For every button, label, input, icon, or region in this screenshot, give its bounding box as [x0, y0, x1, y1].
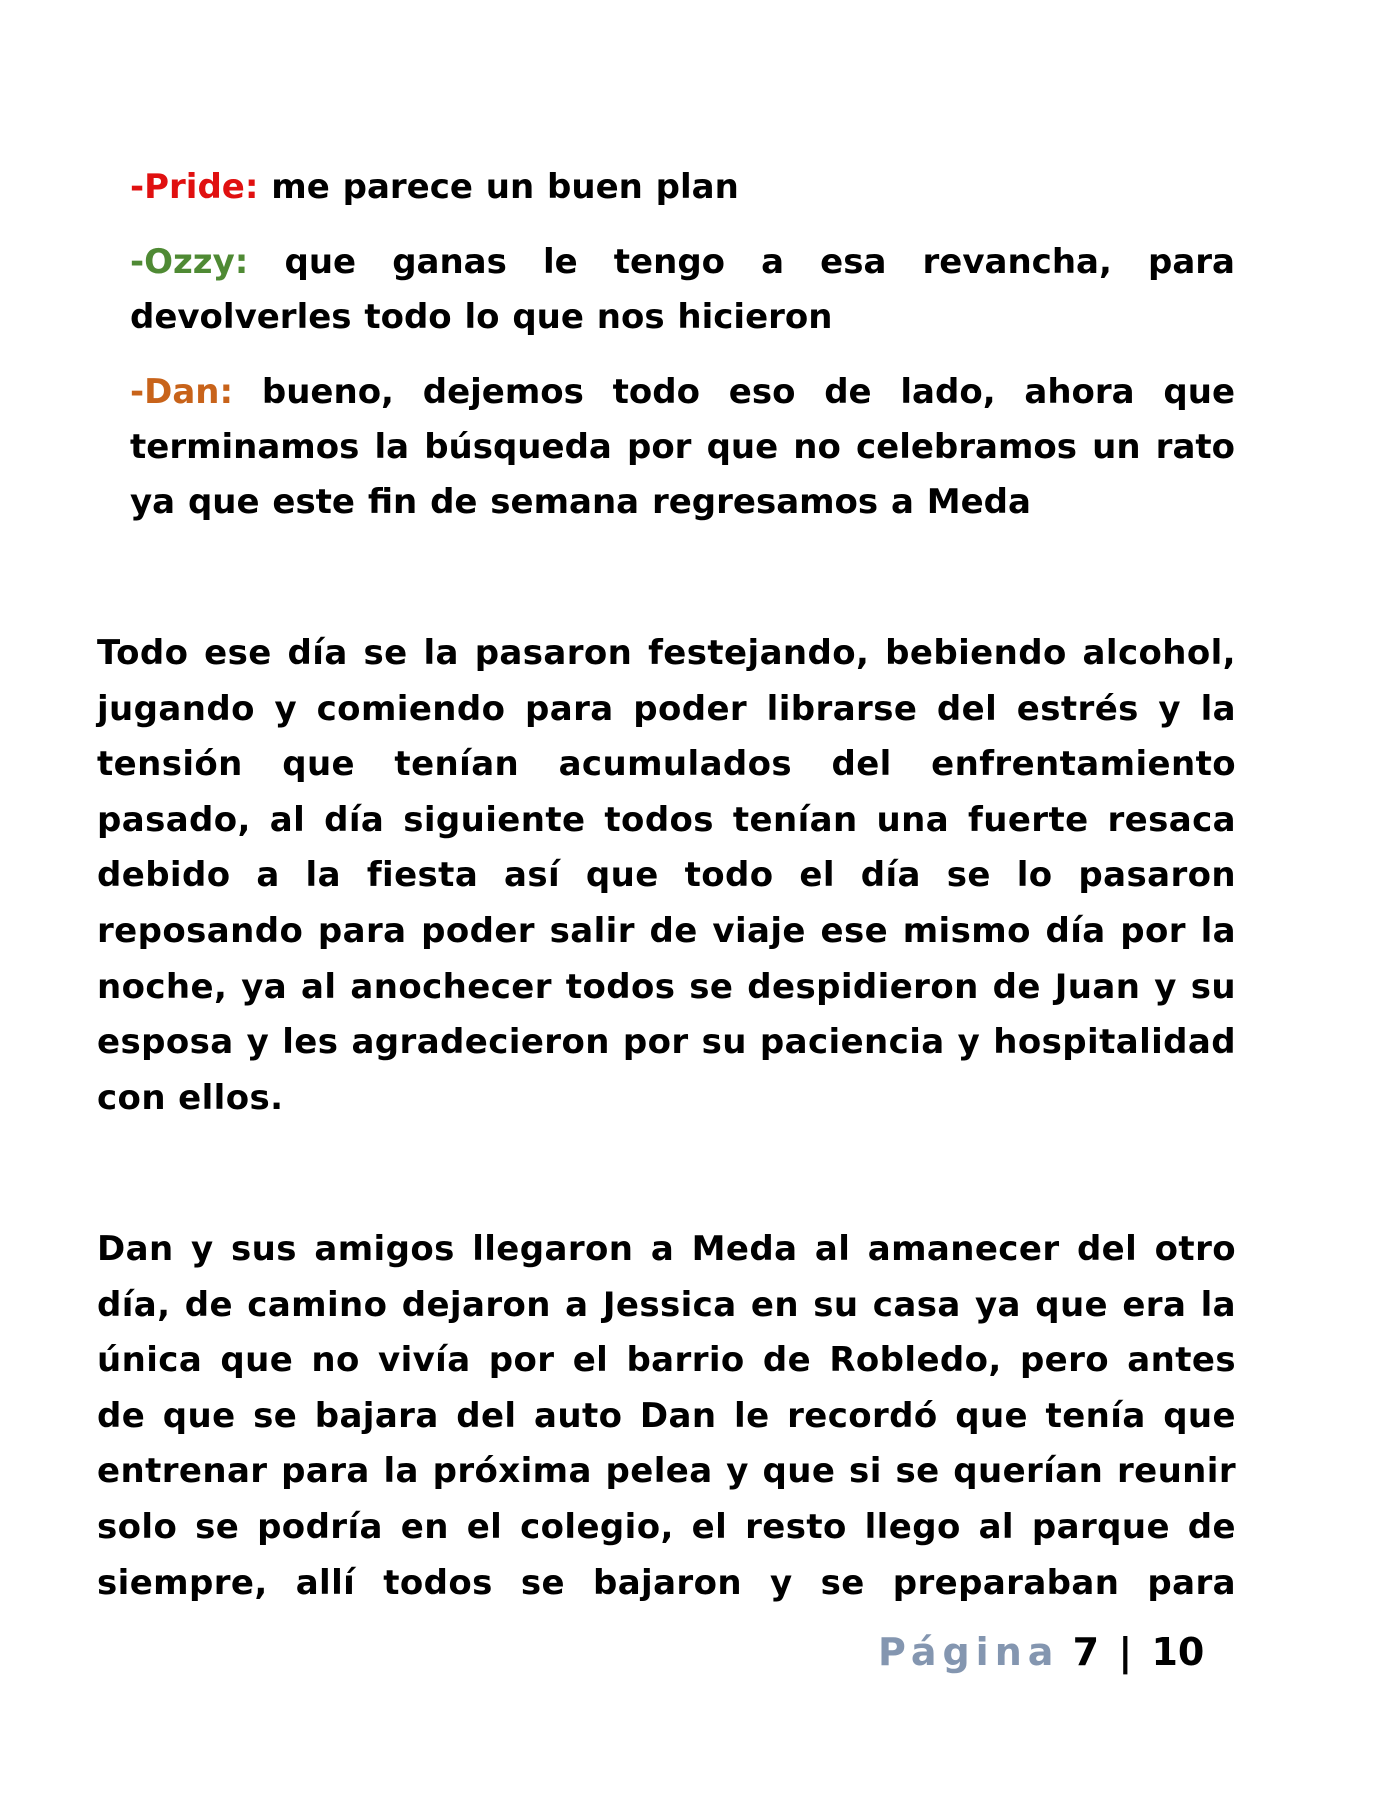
- dialogue-text: que ganas le tengo a esa revancha, para devolverles todo lo que nos hicieron: [130, 242, 1236, 337]
- dialogue-line-pride: [130, 160, 1235, 215]
- dialogue-text: me parece un buen plan: [271, 167, 739, 207]
- speaker-name: -Dan:: [130, 372, 234, 412]
- page-number: 7: [1072, 1630, 1100, 1674]
- dialogue-line-dan: [130, 365, 1235, 530]
- speaker-name: -Pride:: [130, 167, 259, 207]
- dialogue-line-ozzy: [130, 235, 1235, 345]
- page-total: 10: [1151, 1630, 1205, 1674]
- narrative-paragraph: Dan y sus amigos llegaron a Meda al amanecer del otro día, de camino dejaron a Jessica en su casa ya que era la única que no vivía por el barrio de Robledo, pero antes de que se bajara del auto Dan le recordó que tenía que entrenar para la próxima pelea y que si se querían reunir solo se podría en el colegio, el resto llego al parque de siempre, allí todos se bajaron y se preparaban para: [97, 1229, 1236, 1603]
- page-separator: |: [1118, 1630, 1133, 1674]
- speaker-name: -Ozzy:: [130, 242, 249, 282]
- narrative-paragraph: Todo ese día se la pasaron festejando, bebiendo alcohol, jugando y comiendo para poder librarse del estrés y la tensión que tenían acumulados del enfrentamiento pasado, al día siguiente todos tenían una fuerte resaca debido a la fiesta así que todo el día se lo pasaron reposando para poder salir de viaje ese mismo día por la noche, ya al anochecer todos se despidieron de Juan y su esposa y les agradecieron por su paciencia y hospitalidad con ellos.: [97, 633, 1236, 1118]
- dialogue-text: bueno, dejemos todo eso de lado, ahora que terminamos la búsqueda por que no celebramos un rato ya que este fin de semana regresamos a Meda: [130, 372, 1236, 522]
- page-footer: [878, 1630, 1204, 1674]
- page-label: Página: [878, 1630, 1060, 1674]
